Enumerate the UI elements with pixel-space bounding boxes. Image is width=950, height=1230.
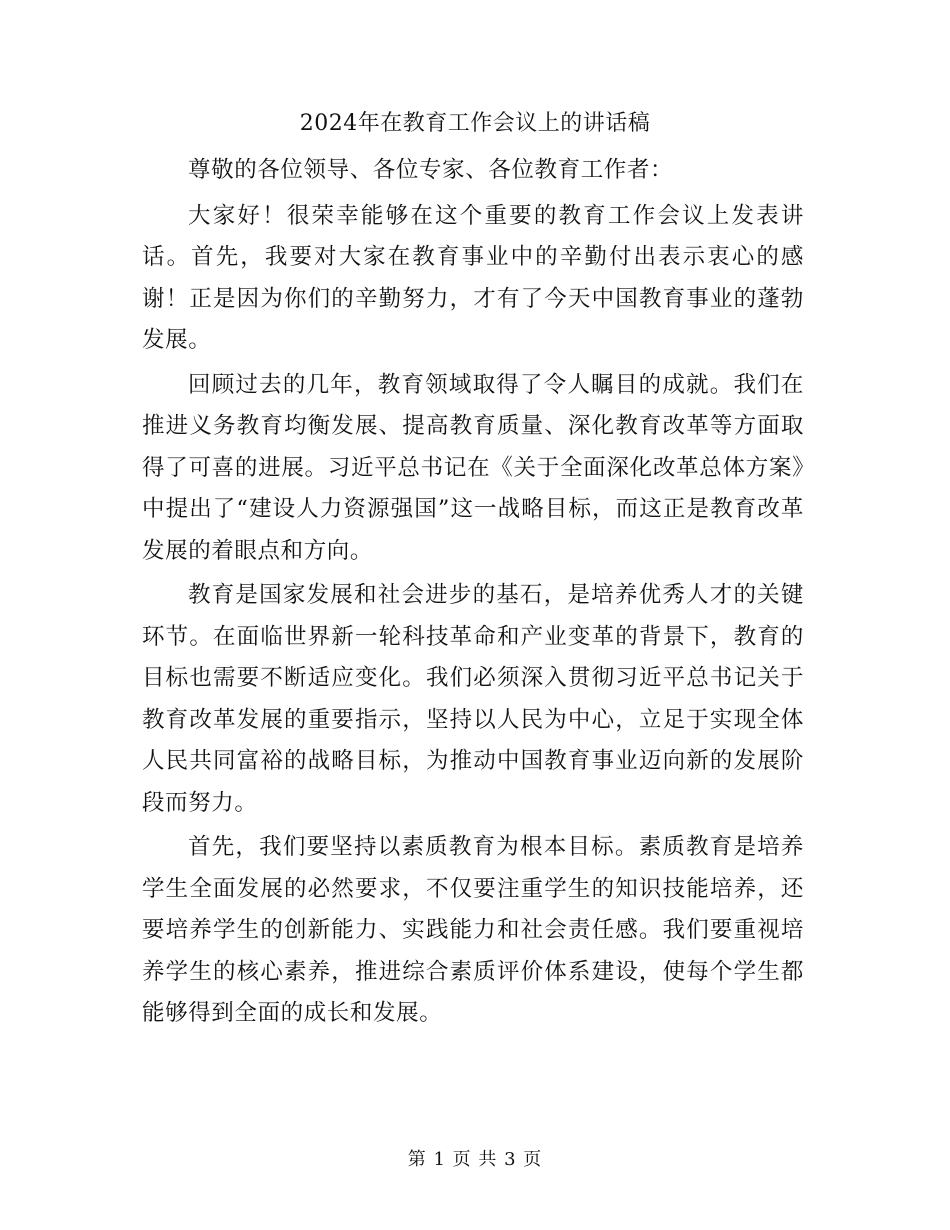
- document-body: [142, 150, 804, 1035]
- paragraph-foundation: 教育是国家发展和社会进步的基石，是培养优秀人才的关键环节。在面临世界新一轮科技革命和产业变革的背景下，教育的目标也需要不断适应变化。我们必须深入贯彻习近平总书记关于教育改革发展的重要指示，坚持以人民为中心，立足于实现全体人民共同富裕的战略目标，为推动中国教育事业迈向新的发展阶段而努力。: [142, 582, 804, 816]
- paragraph-quality-education: 首先，我们要坚持以素质教育为根本目标。素质教育是培养学生全面发展的必然要求，不仅要注重学生的知识技能培养，还要培养学生的创新能力、实践能力和社会责任感。我们要重视培养学生的核心素养，推进综合素质评价体系建设，使每个学生都能够得到全面的成长和发展。: [142, 834, 804, 1026]
- salutation: 尊敬的各位领导、各位专家、各位教育工作者：: [188, 157, 674, 183]
- paragraph-review: 回顾过去的几年，教育领域取得了令人瞩目的成就。我们在推进义务教育均衡发展、提高教育质量、深化教育改革等方面取得了可喜的进展。习近平总书记在《关于全面深化改革总体方案》中提出了“建设人力资源强国”这一战略目标，而这正是教育改革发展的着眼点和方向。: [142, 371, 804, 564]
- document-title: 2024年在教育工作会议上的讲话稿: [299, 111, 651, 136]
- page-number-footer: 第 1 页 共 3 页: [407, 1149, 543, 1170]
- paragraph-greeting: 大家好！很荣幸能够在这个重要的教育工作会议上发表讲话。首先，我要对大家在教育事业中的辛勤付出表示衷心的感谢！正是因为你们的辛勤努力，才有了今天中国教育事业的蓬勃发展。: [142, 202, 804, 353]
